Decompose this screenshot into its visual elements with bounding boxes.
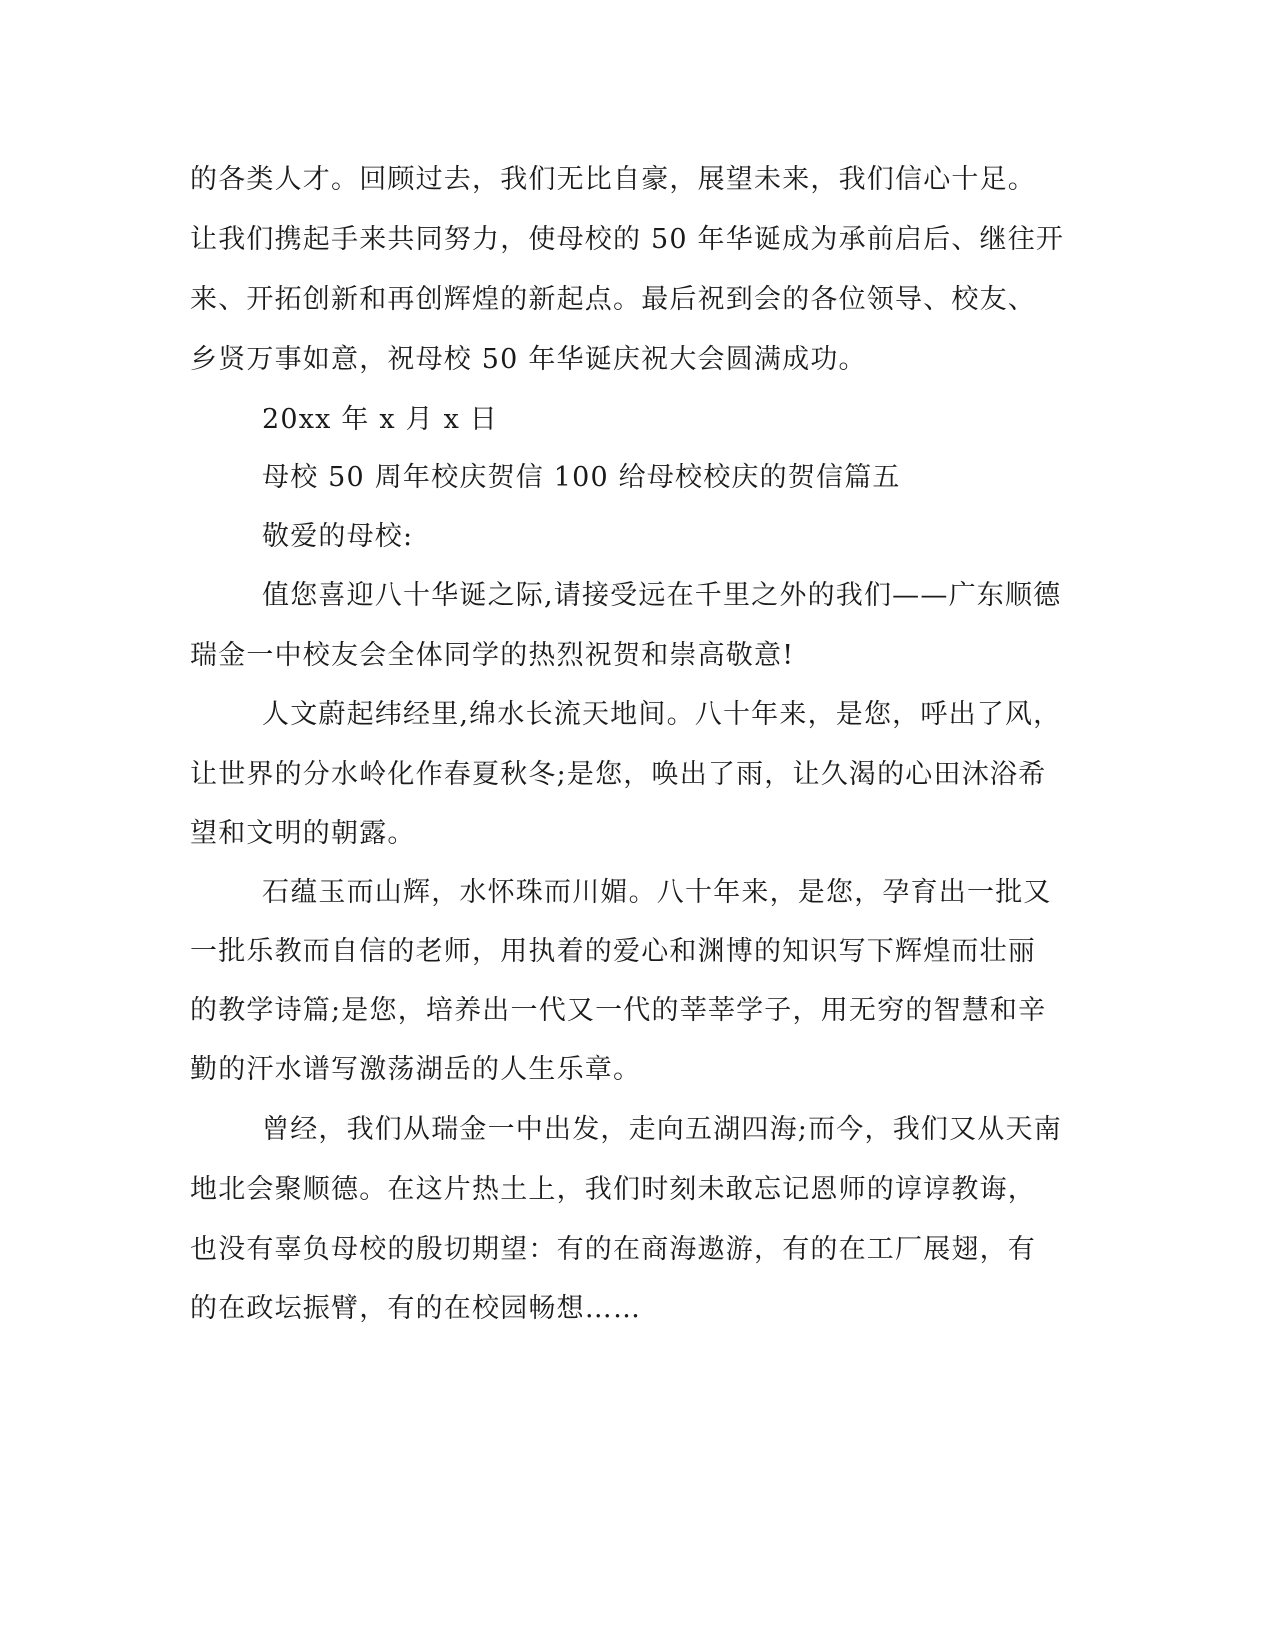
text-line: 一批乐教而自信的老师，用执着的爱心和渊博的知识写下辉煌而壮丽 [190,936,1036,967]
text-line: 石蕴玉而山辉，水怀珠而川媚。八十年来，是您，孕育出一批又 [262,877,1052,908]
text-line: 值您喜迎八十华诞之际,请接受远在千里之外的我们——广东顺德 [262,580,1062,611]
text-line: 瑞金一中校友会全体同学的热烈祝贺和崇高敬意! [190,640,795,671]
text-line: 也没有辜负母校的殷切期望：有的在商海遨游，有的在工厂展翅，有 [190,1234,1036,1265]
text-line: 望和文明的朝露。 [190,818,416,849]
text-line: 来、开拓创新和再创辉煌的新起点。最后祝到会的各位领导、校友、 [190,284,1036,315]
text-line: 让我们携起手来共同努力，使母校的 50 年华诞成为承前启后、继往开 [190,224,1065,255]
text-line: 的教学诗篇;是您，培养出一代又一代的莘莘学子，用无穷的智慧和辛 [190,995,1047,1026]
salutation: 敬爱的母校: [262,521,414,552]
section-title: 母校 50 周年校庆贺信 100 给母校校庆的贺信篇五 [262,462,901,493]
text-line: 让世界的分水岭化作春夏秋冬;是您，唤出了雨，让久渴的心田沐浴希 [190,759,1047,790]
text-line: 人文蔚起纬经里,绵水长流天地间。八十年来，是您，呼出了风， [262,699,1062,730]
text-line: 勤的汗水谱写激荡湖岳的人生乐章。 [190,1054,642,1085]
date-line: 20xx 年 x 月 x 日 [262,404,498,435]
text-line: 乡贤万事如意，祝母校 50 年华诞庆祝大会圆满成功。 [190,344,867,375]
text-line: 的在政坛振臂，有的在校园畅想…… [190,1293,642,1324]
text-line: 的各类人才。回顾过去，我们无比自豪，展望未来，我们信心十足。 [190,164,1036,195]
text-line: 曾经，我们从瑞金一中出发，走向五湖四海;而今，我们又从天南 [262,1114,1062,1145]
text-line: 地北会聚顺德。在这片热土上，我们时刻未敢忘记恩师的谆谆教诲， [190,1174,1036,1205]
